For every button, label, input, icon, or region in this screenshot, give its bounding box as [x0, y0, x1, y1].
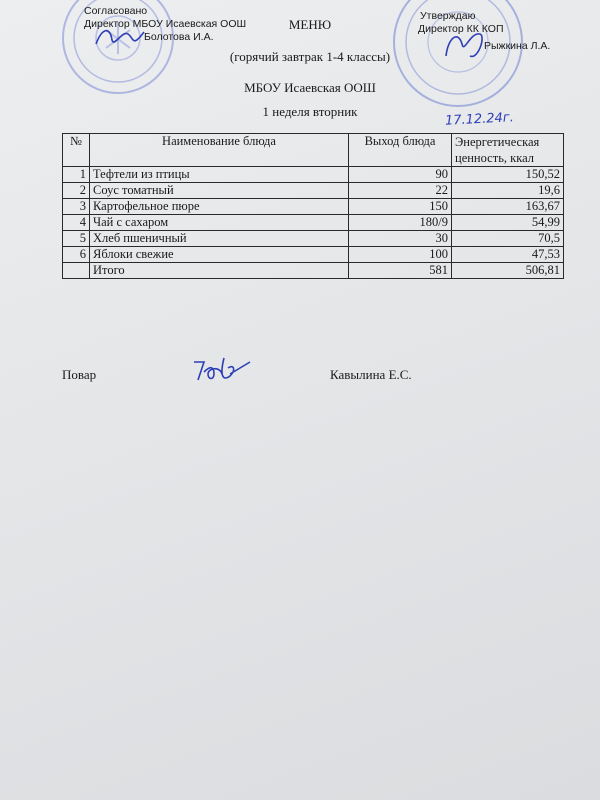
- dish-output: 100: [349, 247, 452, 263]
- table-row: [63, 167, 564, 183]
- dish-energy: 54,99: [452, 215, 564, 231]
- row-number: 1: [63, 167, 90, 183]
- left-director-name: Болотова И.А.: [144, 31, 214, 43]
- total-energy: 506,81: [452, 263, 564, 279]
- dish-output: 30: [349, 231, 452, 247]
- dish-energy: 19,6: [452, 183, 564, 199]
- approve-label: Утверждаю: [420, 10, 476, 22]
- menu-title: МЕНЮ: [288, 17, 332, 32]
- dish-output: 150: [349, 199, 452, 215]
- dish-name: Яблоки свежие: [90, 247, 349, 263]
- school-name: МБОУ Исаевская ООШ: [244, 80, 376, 95]
- dish-output: 22: [349, 183, 452, 199]
- header-output: Выход блюда: [349, 134, 452, 167]
- table-row: [63, 199, 564, 215]
- header-energy: Энергетическая ценность, ккал: [452, 134, 564, 167]
- row-number: 3: [63, 199, 90, 215]
- menu-table: [62, 133, 564, 279]
- cook-signature: [190, 354, 254, 386]
- header-dish-name: Наименование блюда: [90, 134, 349, 167]
- cook-role: Повар: [62, 367, 97, 382]
- row-number: 4: [63, 215, 90, 231]
- approved-label: Согласовано: [84, 5, 148, 17]
- cook-name: Кавылина Е.С.: [330, 367, 412, 382]
- dish-name: Хлеб пшеничный: [90, 231, 349, 247]
- table-row: [63, 215, 564, 231]
- table-header-row: [63, 134, 564, 167]
- left-director-line: Директор МБОУ Исаевская ООШ: [84, 18, 247, 30]
- menu-subtitle: (горячий завтрак 1-4 классы): [229, 49, 391, 64]
- total-output: 581: [349, 263, 452, 279]
- week-day: 1 неделя вторник: [262, 104, 358, 119]
- table-row: [63, 183, 564, 199]
- table-row: [63, 231, 564, 247]
- dish-name: Чай с сахаром: [90, 215, 349, 231]
- dish-output: 180/9: [349, 215, 452, 231]
- dish-name: Соус томатный: [90, 183, 349, 199]
- dish-energy: 163,67: [452, 199, 564, 215]
- dish-energy: 150,52: [452, 167, 564, 183]
- table-row: [63, 247, 564, 263]
- dish-energy: 70,5: [452, 231, 564, 247]
- table-total-row: [63, 263, 564, 279]
- handwritten-date: 17.12.24г.: [444, 110, 515, 129]
- dish-energy: 47,53: [452, 247, 564, 263]
- row-number: 2: [63, 183, 90, 199]
- right-director-line: Директор КК КОП: [418, 23, 504, 35]
- row-number: 6: [63, 247, 90, 263]
- total-label: Итого: [90, 263, 349, 279]
- dish-name: Тефтели из птицы: [90, 167, 349, 183]
- row-number: 5: [63, 231, 90, 247]
- header-number: №: [63, 134, 90, 167]
- total-number-cell: [63, 263, 90, 279]
- right-director-name: Рыжкина Л.А.: [484, 40, 551, 52]
- dish-output: 90: [349, 167, 452, 183]
- dish-name: Картофельное пюре: [90, 199, 349, 215]
